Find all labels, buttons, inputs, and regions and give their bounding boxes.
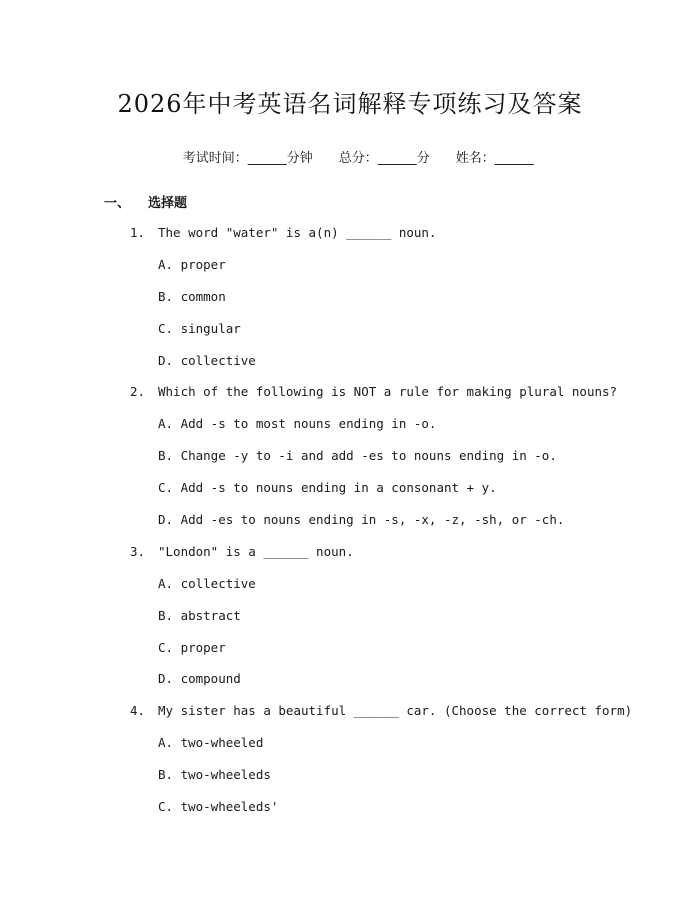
question-stem	[0, 221, 700, 253]
option: D. collective	[158, 352, 256, 368]
section-heading	[104, 192, 187, 211]
question-stem	[0, 380, 700, 412]
section-title: 选择题	[148, 196, 188, 211]
section-number: 一、	[104, 196, 131, 211]
question-1	[0, 221, 700, 380]
question-text: My sister has a beautiful ______ car. (Choose the correct form)	[158, 703, 633, 719]
question-number: 2.	[130, 384, 146, 400]
option: C. two-wheeleds'	[158, 799, 279, 815]
option: B. abstract	[158, 607, 241, 623]
question-text: Which of the following is NOT a rule for making plural nouns?	[158, 384, 618, 400]
question-2	[0, 380, 700, 539]
option: C. singular	[158, 320, 241, 336]
option: A. collective	[158, 575, 256, 591]
option: C. proper	[158, 639, 226, 655]
question-stem	[0, 699, 700, 731]
option: B. two-wheeleds	[158, 767, 271, 783]
option: A. Add -s to most nouns ending in -o.	[158, 416, 437, 432]
question-text: The word "water" is a(n) ______ noun.	[158, 225, 437, 240]
question-number: 1.	[130, 225, 146, 240]
option: B. common	[158, 288, 226, 304]
exam-score: 总分：______分	[338, 151, 430, 166]
exam-time: 考试时间：______分钟	[182, 151, 313, 166]
option: A. two-wheeled	[158, 735, 264, 751]
page-title: 2026年中考英语名词解释专项练习及答案	[117, 90, 583, 118]
question-list	[0, 221, 700, 827]
question-stem	[0, 540, 700, 572]
question-number: 3.	[130, 543, 146, 559]
option: A. proper	[158, 256, 226, 272]
option: D. Add -es to nouns ending in -s, -x, -z, -sh, or -ch.	[158, 512, 565, 528]
question-number: 4.	[130, 703, 146, 719]
question-4	[0, 699, 700, 827]
option: C. Add -s to nouns ending in a consonant + y.	[158, 480, 497, 496]
exam-info	[0, 132, 700, 181]
exam-name: 姓名：______	[455, 151, 534, 166]
option: B. Change -y to -i and add -es to nouns ending in -o.	[158, 448, 557, 464]
question-3	[0, 540, 700, 699]
question-text: "London" is a ______ noun.	[158, 543, 354, 559]
option: D. compound	[158, 671, 241, 687]
